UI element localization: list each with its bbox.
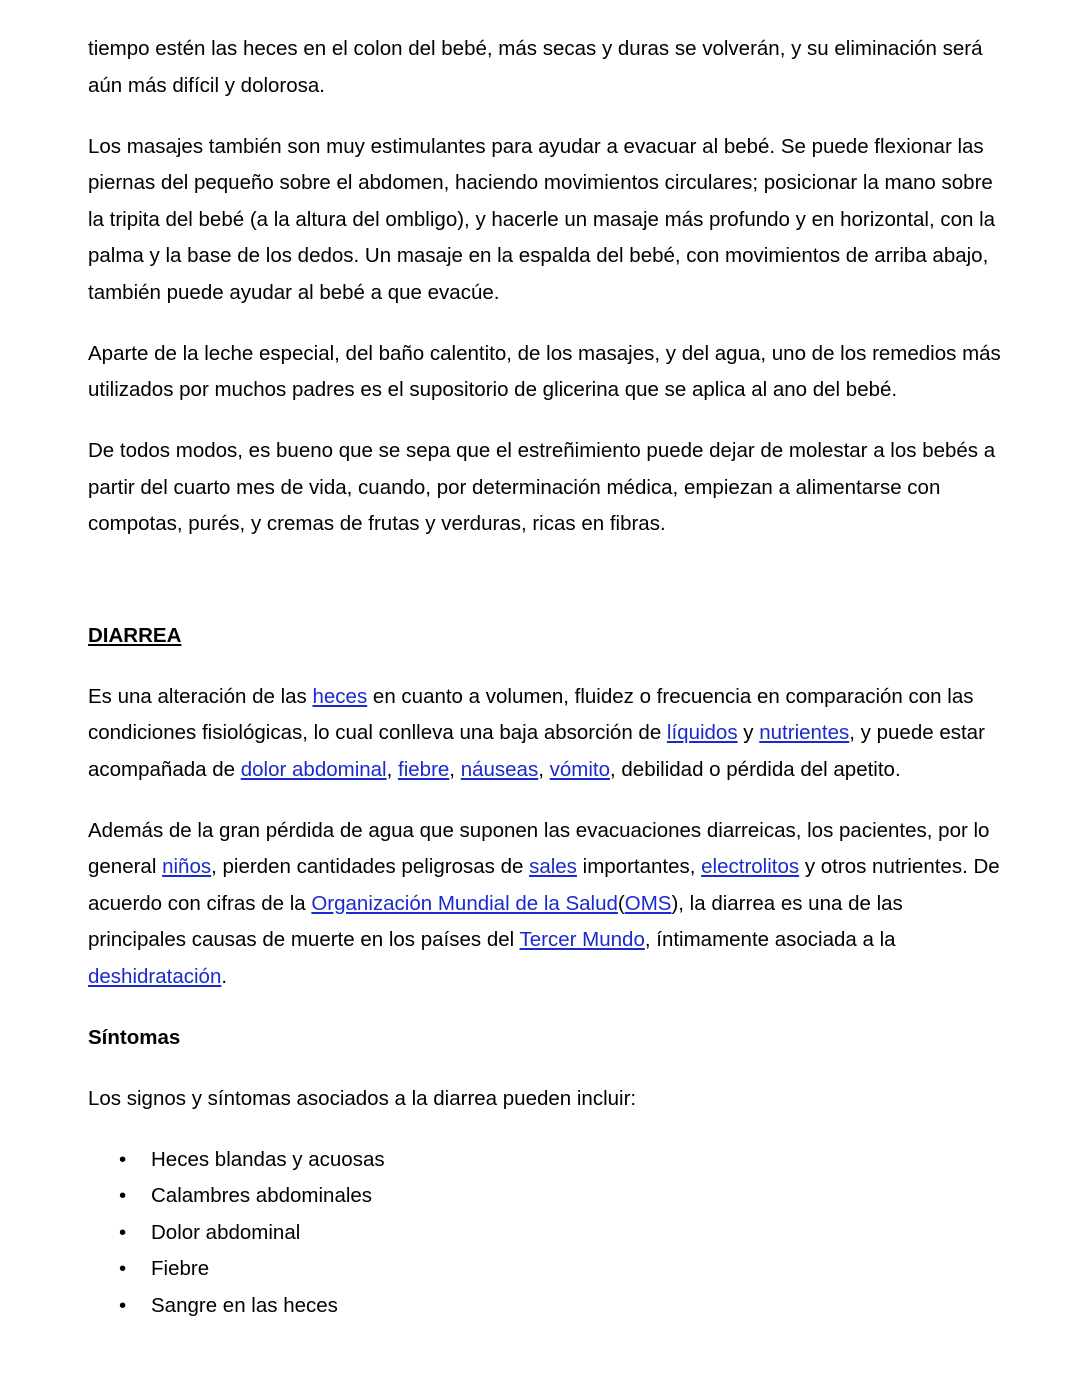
paragraph-diarrea-definition: Es una alteración de las heces en cuanto a volumen, fluidez o frecuencia en comparación con las condiciones fisiológicas, lo cual conlleva una baja absorción de líquidos y nutrientes, y puede estar acompañada de dolor abdominal, fiebre, náuseas, vómito, debilidad o pérdida del apetito. [88, 684, 985, 781]
paragraph-symptoms-intro: Los signos y síntomas asociados a la diarrea pueden incluir: [88, 1086, 637, 1110]
bullet-icon: • [119, 1220, 127, 1244]
document-body [88, 31, 1003, 1324]
symptoms-list [88, 1142, 1003, 1325]
link-heces[interactable]: heces [312, 684, 368, 708]
paragraph-constipation-end: tiempo estén las heces en el colon del bebé, más secas y duras se volverán, y su eliminación será aún más difícil y dolorosa. [88, 37, 983, 97]
bullet-icon: • [119, 1147, 127, 1171]
link-oms[interactable]: OMS [624, 891, 672, 915]
link-oms-full[interactable]: Organización Mundial de la Salud [311, 891, 618, 915]
paragraph-remedies: Aparte de la leche especial, del baño calentito, de los masajes, y del agua, uno de los remedios más utilizados por muchos padres es el supositorio de glicerina que se aplica al ano del bebé. [88, 341, 1001, 401]
link-dolor-abdominal[interactable]: dolor abdominal [240, 757, 387, 781]
list-item: • Calambres abdominales [151, 1178, 1003, 1215]
list-item: • Fiebre [151, 1251, 1003, 1288]
bullet-icon: • [119, 1293, 127, 1317]
paragraph-diarrea-loss: Además de la gran pérdida de agua que suponen las evacuaciones diarreicas, los pacientes, por lo general niños, pierden cantidades peligrosas de sales importantes, electrolitos y otros nutrientes. De acuerdo con cifras de la Organización Mundial de la Salud(OMS), la diarrea es una de las principales causas de muerte en los países del Tercer Mundo, íntimamente asociada a la deshidratación. [88, 818, 1000, 988]
link-deshidratacion[interactable]: deshidratación [88, 964, 222, 988]
section-heading-diarrea: DIARREA [88, 623, 182, 647]
link-electrolitos[interactable]: electrolitos [701, 855, 800, 878]
link-vomito[interactable]: vómito [549, 757, 611, 781]
bullet-icon: • [119, 1257, 127, 1280]
link-liquidos[interactable]: líquidos [666, 721, 738, 744]
link-ninos[interactable]: niños [162, 855, 212, 878]
list-item: • Dolor abdominal [151, 1215, 1003, 1252]
paragraph-fourth-month: De todos modos, es bueno que se sepa que el estreñimiento puede dejar de molestar a los bebés a partir del cuarto mes de vida, cuando, por determinación médica, empiezan a alimentarse con compotas, purés, y cremas de frutas y verduras, ricas en fibras. [88, 439, 996, 535]
bullet-icon: • [119, 1184, 127, 1207]
list-item: • Sangre en las heces [151, 1288, 1003, 1325]
link-fiebre[interactable]: fiebre [398, 757, 450, 781]
paragraph-massages: Los masajes también son muy estimulantes para ayudar a evacuar al bebé. Se puede flexionar las piernas del pequeño sobre el abdomen, haciendo movimientos circulares; posicionar la mano sobre la tripita del bebé (a la altura del ombligo), y hacerle un masaje más profundo y en horizontal, con la palma y la base de los dedos. Un masaje en la espalda del bebé, con movimientos de arriba abajo, también puede ayudar al bebé a que evacúe. [88, 134, 996, 304]
link-nauseas[interactable]: náuseas [460, 757, 539, 781]
subheading-sintomas: Síntomas [88, 1025, 181, 1049]
list-item: • Heces blandas y acuosas [151, 1142, 1003, 1179]
link-tercer-mundo[interactable]: Tercer Mundo [519, 928, 645, 951]
link-nutrientes[interactable]: nutrientes [759, 721, 850, 744]
link-sales[interactable]: sales [529, 855, 577, 878]
